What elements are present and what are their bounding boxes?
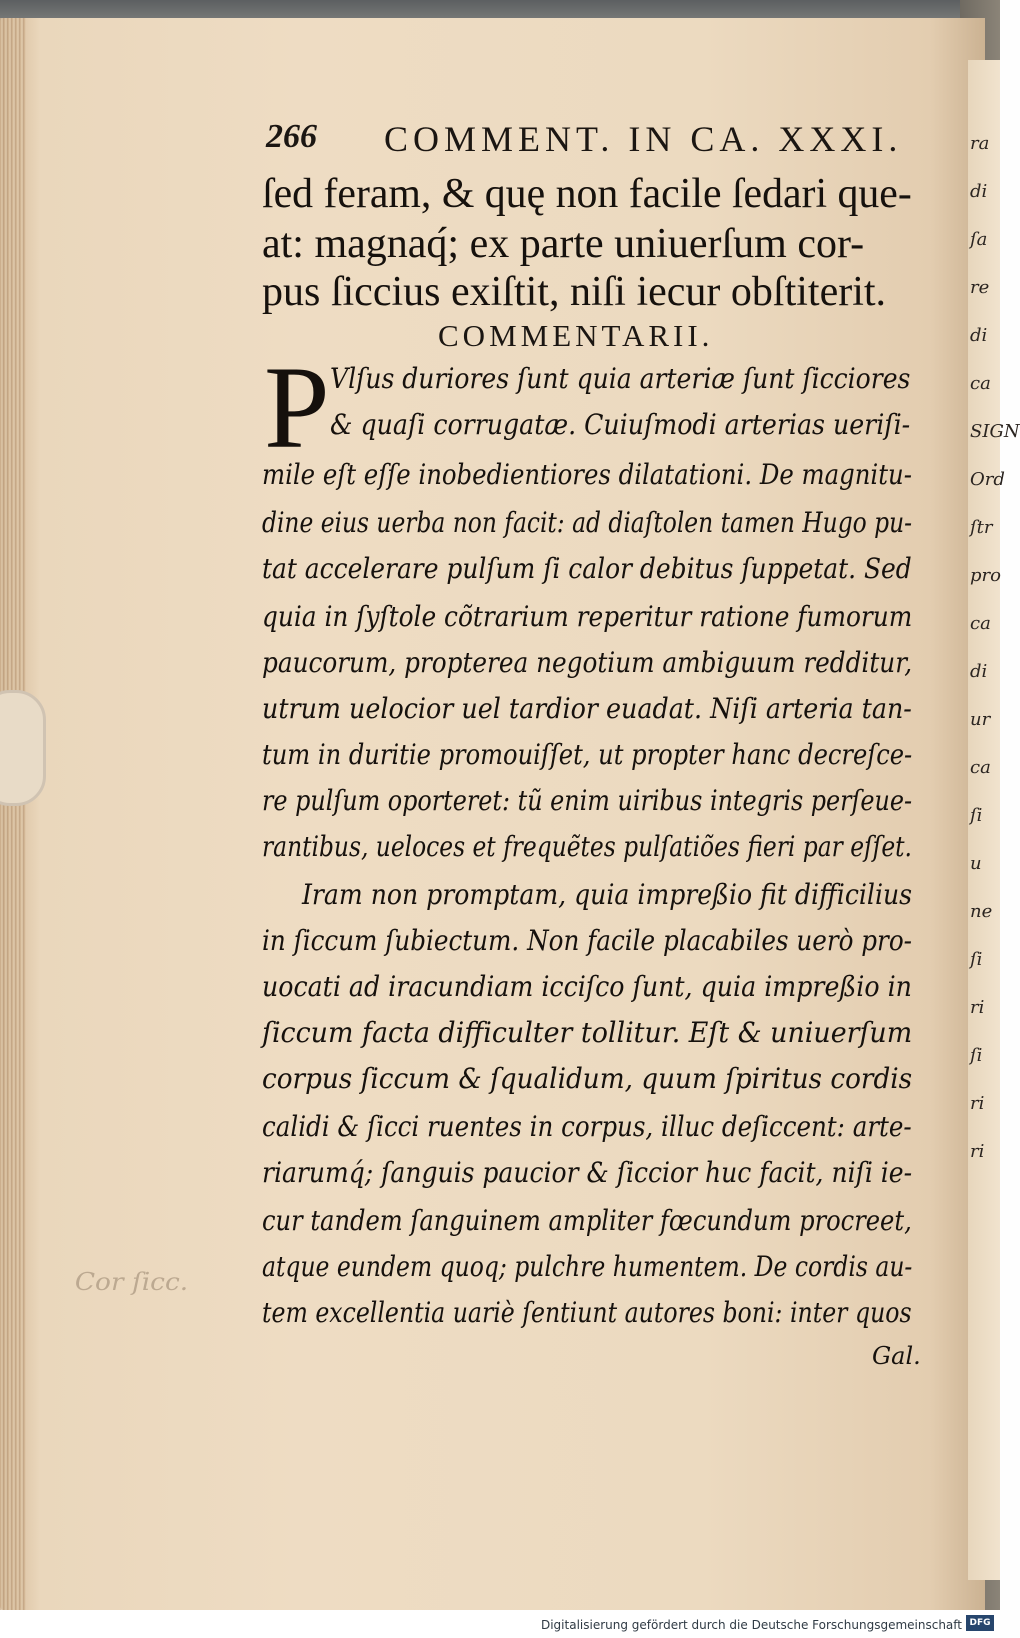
facing-fragment: di xyxy=(970,181,988,202)
margin-bleed-through: Cor ſicc. xyxy=(74,1268,189,1296)
page-edges xyxy=(0,18,26,1610)
commentary-line: paucorum, propterea negotium ambiguum redditur, xyxy=(262,646,913,679)
commentary-line: corpus ſiccum & ſqualidum, quum ſpiritus cordis xyxy=(262,1062,913,1095)
commentary-line: riarumq́; ſanguis paucior & ſiccior huc facit, niſi ie- xyxy=(262,1156,913,1189)
commentary-line: uocati ad iracundiam icciſco ſunt, quia impreßio in xyxy=(262,970,912,1003)
commentary-line: dine eius uerba non facit: ad diaſtolen tamen Hugo pu- xyxy=(262,506,913,539)
page-number: 266 xyxy=(266,118,317,155)
facing-fragment: ſi xyxy=(970,1045,983,1066)
page-clip xyxy=(0,690,46,806)
commentary-line: Iram non promptam, quia impreßio fit difficilius xyxy=(302,878,913,911)
facing-fragment: ra xyxy=(970,133,990,154)
facing-fragment: ca xyxy=(970,613,991,634)
commentary-line: rantibus, ueloces et frequẽtes pulſatiões fieri par eſſet. xyxy=(262,830,912,863)
commentary-line: tem excellentia uariè ſentiunt autores boni: inter quos xyxy=(262,1296,912,1329)
commentary-line: cur tandem ſanguinem ampliter fœcundum procreet, xyxy=(262,1204,912,1237)
dfg-logo: DFG xyxy=(966,1615,994,1631)
facing-fragment: pro xyxy=(970,565,1001,586)
page-header xyxy=(266,118,926,158)
facing-page-text xyxy=(970,120,1020,1520)
text-line: at: magnaq́; ex parte uniuerſum cor- xyxy=(262,221,865,267)
commentary-line: calidi & ſicci ruentes in corpus, illuc deſiccent: arte- xyxy=(262,1110,912,1143)
facing-fragment: re xyxy=(970,277,990,298)
running-head: COMMENT. IN CA. XXXI. xyxy=(384,119,903,159)
facing-fragment: Ord xyxy=(970,469,1005,490)
commentary-line: & quaſi corrugatæ. Cuiuſmodi arterias ueriſi- xyxy=(330,408,911,441)
facing-fragment: ne xyxy=(970,901,993,922)
text-line: ſed feram, & quę non facile ſedari que- xyxy=(262,171,912,217)
facing-fragment: ri xyxy=(970,1093,985,1114)
commentary-line: tat accelerare pulſum ſi calor debitus ſuppetat. Sed xyxy=(262,552,912,585)
facing-fragment: di xyxy=(970,661,988,682)
drop-cap: P xyxy=(264,342,330,473)
facing-fragment: u xyxy=(970,853,982,874)
facing-fragment: ſi xyxy=(970,949,983,970)
commentary-line: ſiccum facta difficulter tollitur. Eſt & uniuerſum xyxy=(262,1016,913,1049)
commentary-line: quia in ſyſtole cõtrarium reperitur ratione fumorum xyxy=(262,600,913,633)
facing-fragment: ur xyxy=(970,709,991,730)
commentary-line: Vlſus duriores ſunt quia arteriæ ſunt ſicciores xyxy=(330,362,911,395)
facing-fragment: SIGN xyxy=(970,421,1020,442)
commentary-line: mile eſt eſſe inobedientiores dilatationi. De magnitu- xyxy=(262,458,912,491)
facing-fragment: di xyxy=(970,325,988,346)
facing-fragment: ſa xyxy=(970,229,988,250)
commentary-line: re pulſum oporteret: tũ enim uiribus integris perſeue- xyxy=(262,784,913,817)
facing-fragment: ca xyxy=(970,757,991,778)
facing-fragment: ſi xyxy=(970,805,983,826)
facing-fragment: ri xyxy=(970,997,985,1018)
text-line: pus ſiccius exiſtit, niſi iecur obſtiterit. xyxy=(262,269,887,315)
footer-credit: Digitalisierung gefördert durch die Deutsche Forschungsgemeinschaft xyxy=(540,1618,962,1632)
facing-fragment: ca xyxy=(970,373,991,394)
commentary-line: atque eundem quoq; pulchre humentem. De cordis au- xyxy=(262,1250,913,1283)
facing-fragment: ri xyxy=(970,1141,985,1162)
facing-fragment: ſtr xyxy=(970,517,993,538)
commentary-line: tum in duritie promouiſſet, ut propter hanc decreſce- xyxy=(262,738,913,771)
commentary-line: in ſiccum ſubiectum. Non facile placabiles uerò pro- xyxy=(262,924,912,957)
section-title: COMMENTARII. xyxy=(438,318,714,353)
commentary-line: utrum uelocior uel tardior euadat. Niſi arteria tan- xyxy=(262,692,912,725)
catchword: Gal. xyxy=(872,1342,921,1370)
